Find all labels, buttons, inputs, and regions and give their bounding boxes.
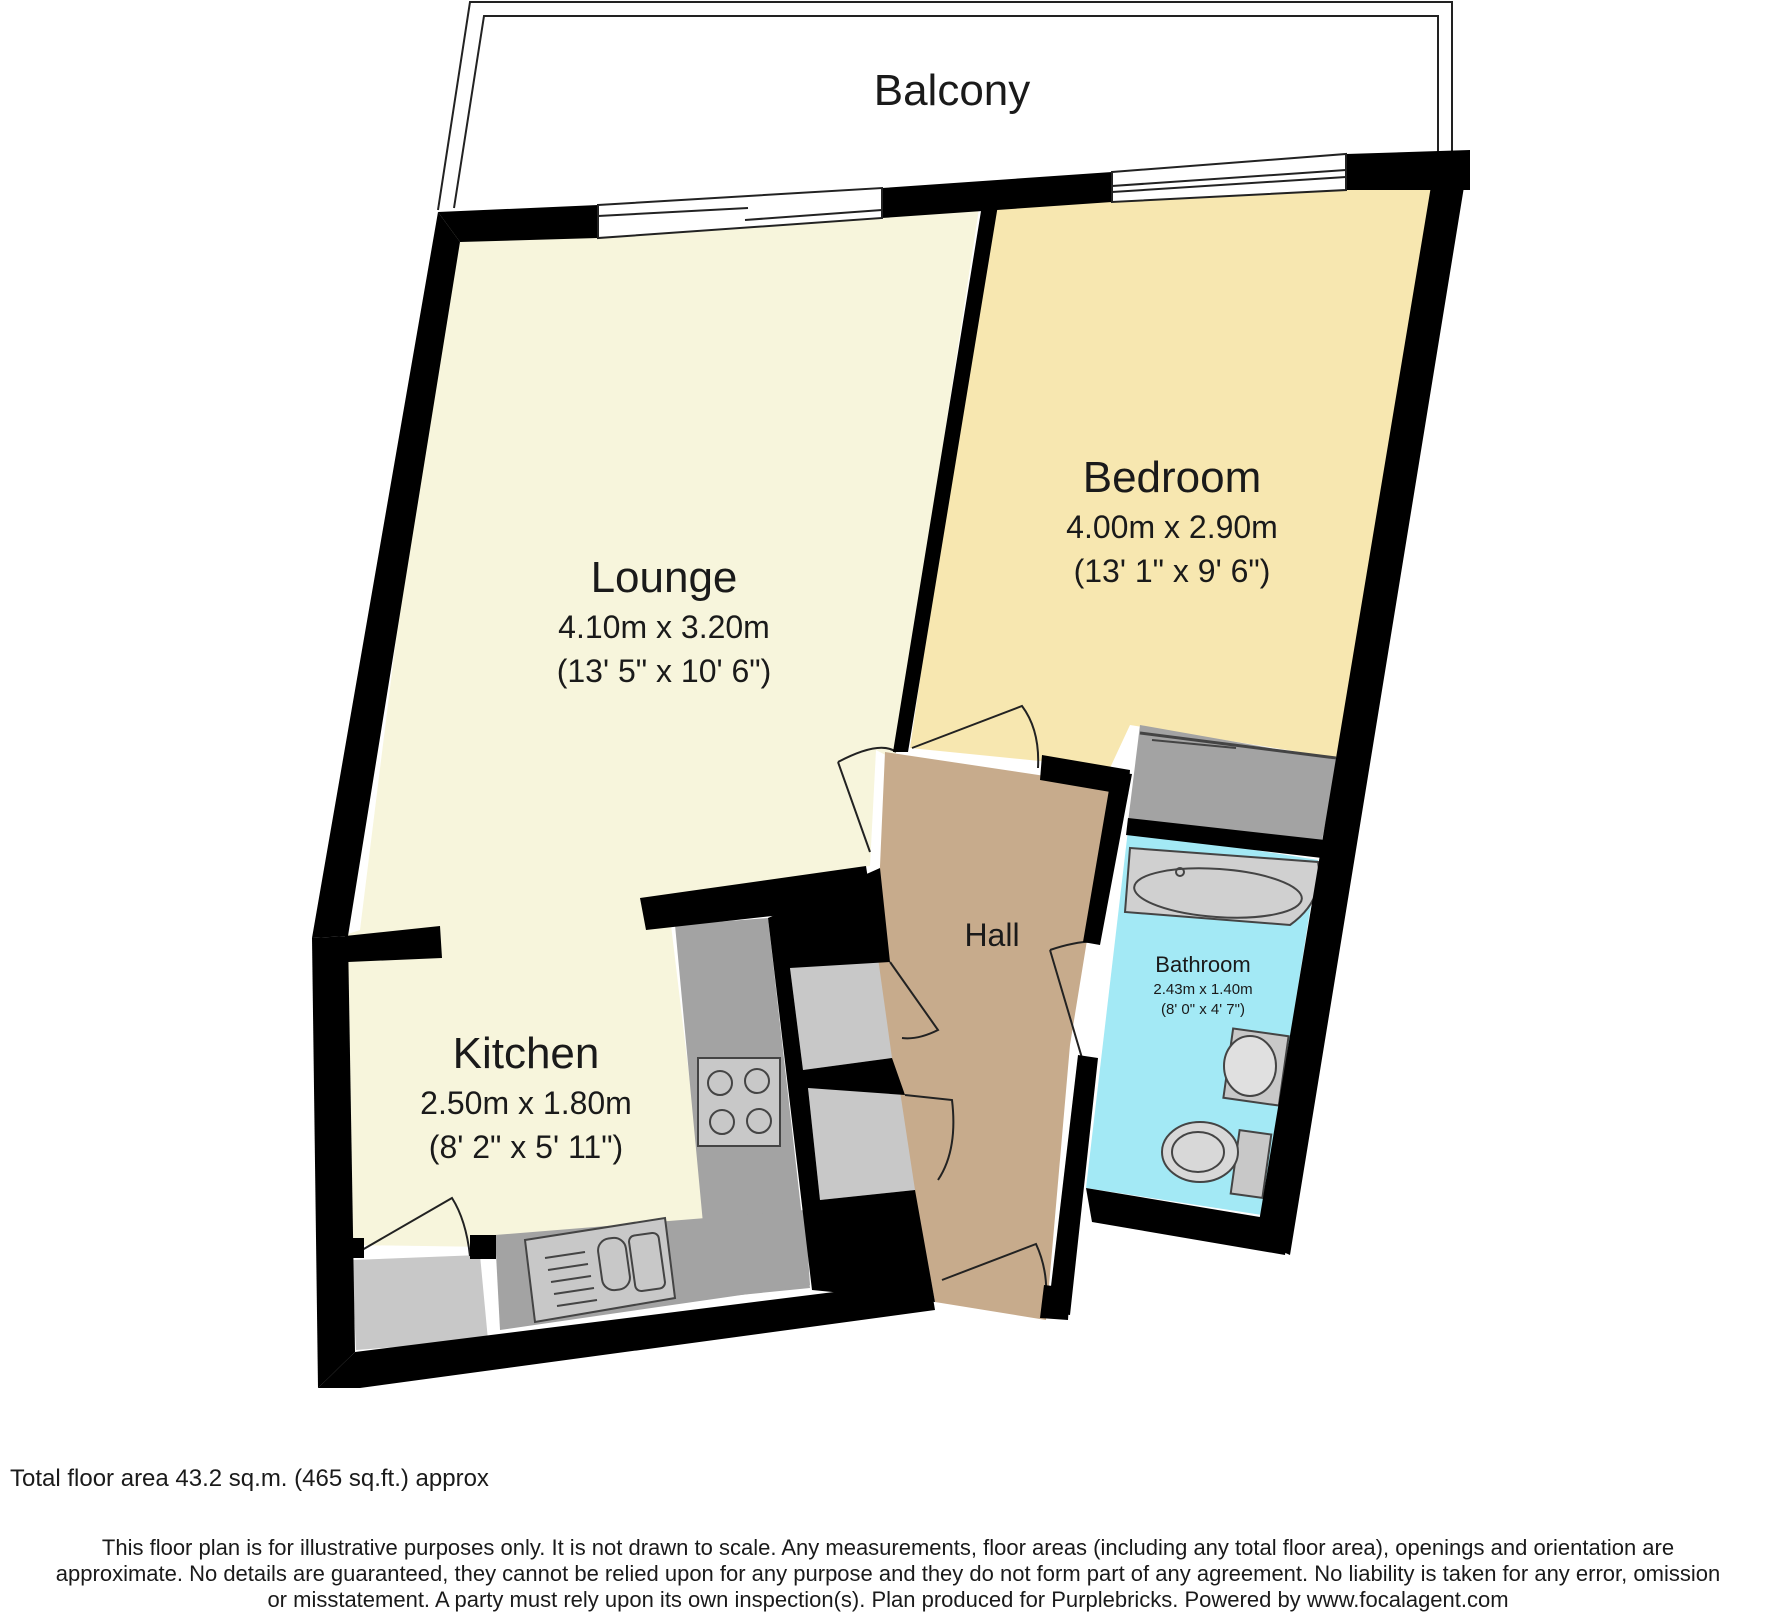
wall-entrance-jamb [1040, 1285, 1070, 1320]
disclaimer-line-2: approximate. No details are guaranteed, they cannot be relied upon for any purpose and they do not form part of any agreement. No liability is taken for any error, omission [55, 1561, 1721, 1586]
balcony-label: Balcony [873, 66, 1031, 115]
hall-label: Hall [964, 917, 1020, 953]
lounge-metric-dims: 4.10m x 3.20m [558, 609, 770, 645]
disclaimer-line-3: or misstatement. A party must rely upon its own inspection(s). Plan produced for Purplebricks. Powered by www.focalagent.com [267, 1587, 1509, 1612]
bedroom-name: Bedroom [1082, 453, 1262, 502]
lounge-name: Lounge [590, 553, 738, 602]
wall-kitchen-jamb-left [350, 1238, 364, 1258]
hall-cupboard-lower [808, 1078, 915, 1200]
wall-kitchen-jamb-right [470, 1235, 496, 1259]
kitchen-metric-dims: 2.50m x 1.80m [420, 1085, 632, 1121]
kitchen-imperial-dims: (8' 2" x 5' 11") [428, 1129, 624, 1165]
hall-cupboard-upper [790, 958, 892, 1070]
bathroom-metric-dims: 2.43m x 1.40m [1153, 981, 1253, 998]
bedroom-imperial-dims: (13' 1" x 9' 6") [1073, 553, 1271, 589]
bathroom-labels [1153, 952, 1252, 1018]
wall-left-lower [312, 936, 355, 1388]
bedroom-labels [1066, 453, 1278, 589]
bathroom-name: Bathroom [1155, 952, 1251, 977]
bedroom-metric-dims: 4.00m x 2.90m [1066, 509, 1278, 545]
disclaimer-line-1: This floor plan is for illustrative purposes only. It is not drawn to scale. Any measurements, floor areas (including any total floor area), openings and orientation are [101, 1535, 1675, 1560]
bath [1125, 848, 1319, 925]
utility-cupboard [352, 1255, 488, 1350]
total-floor-area: Total floor area 43.2 sq.m. (465 sq.ft.) approx [10, 1465, 489, 1492]
bathroom-imperial-dims: (8' 0" x 4' 7") [1161, 1001, 1245, 1018]
wall-top-left [438, 205, 598, 242]
hob [698, 1058, 780, 1146]
lounge-imperial-dims: (13' 5" x 10' 6") [556, 653, 772, 689]
basin [1223, 1028, 1288, 1105]
kitchen-name: Kitchen [452, 1029, 600, 1078]
disclaimer [0, 1535, 1776, 1613]
